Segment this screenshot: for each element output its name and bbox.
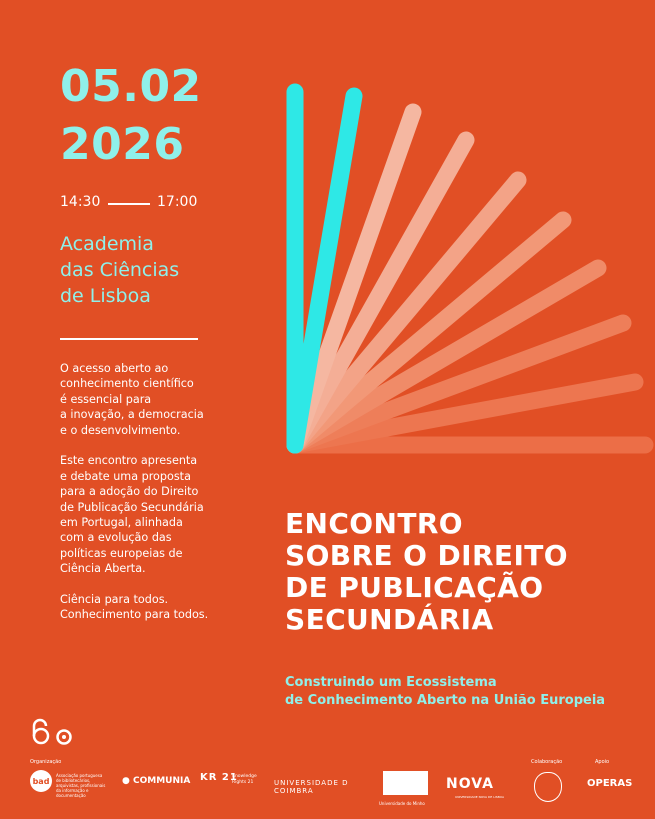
bad-description: Associação portuguesa de bibliotecários, arquivistas, profissionais da informação e documentação: [56, 773, 106, 798]
academia-crest-icon: [534, 772, 562, 802]
event-title: [285, 508, 568, 636]
time-start: 14:30: [60, 194, 101, 210]
bad-logo: bad: [30, 770, 52, 792]
operas-logo: OPERAS: [587, 778, 633, 789]
venue-line: Academia: [60, 233, 154, 255]
event-date: [60, 58, 202, 174]
title-line: ENCONTRO: [285, 507, 464, 540]
communia-name: COMMUNIA: [133, 776, 191, 786]
event-time: [60, 194, 200, 214]
nova-logo: NOVA: [446, 776, 494, 792]
event-description: [60, 361, 220, 638]
description-paragraph: O acesso aberto ao conhecimento científico é essencial para a inovação, a democracia e o desenvolvimento.: [60, 362, 204, 437]
divider: [60, 338, 198, 340]
event-venue: [60, 231, 179, 309]
apoio-label: Apoio: [595, 759, 610, 765]
time-dash: [108, 203, 150, 205]
uminho-logo: [383, 771, 428, 795]
title-line: SOBRE O DIREITO: [285, 539, 568, 572]
uminho-label: Universidade do Minho: [379, 801, 425, 806]
kr21-logo: KR 21: [200, 772, 238, 783]
date-day-month: 05.02: [60, 61, 202, 112]
kr21-description: Knowledge Rights 21: [232, 774, 257, 785]
coimbra-logo: UNIVERSIDADE D COIMBRA: [274, 779, 349, 795]
title-line: SECUNDÁRIA: [285, 603, 494, 636]
open-access-fan-graphic: [270, 80, 655, 470]
title-line: DE PUBLICAÇÃO: [285, 571, 544, 604]
date-year: 2026: [60, 119, 185, 170]
organizer-logo-icon: [28, 718, 78, 748]
colaboracao-label: Colaboração: [531, 759, 563, 765]
venue-line: de Lisboa: [60, 285, 151, 307]
description-paragraph: Este encontro apresenta e debate uma proposta para a adoção do Direito de Publicação Secundária em Portugal, alinhada com a evolução das políticas europeias de Ciência Aberta.: [60, 454, 204, 576]
communia-logo: ● COMMUNIA: [122, 776, 191, 786]
event-subtitle: [285, 674, 605, 710]
nova-description: UNIVERSIDADE NOVA DE LISBOA: [455, 795, 505, 799]
organizacao-label: Organização: [30, 759, 62, 765]
subtitle-line: Construindo um Ecossistema: [285, 675, 497, 690]
venue-line: das Ciências: [60, 259, 180, 281]
subtitle-line: de Conhecimento Aberto na União Europeia: [285, 693, 606, 708]
description-paragraph: Ciência para todos. Conhecimento para todos.: [60, 593, 209, 622]
time-end: 17:00: [157, 194, 198, 210]
